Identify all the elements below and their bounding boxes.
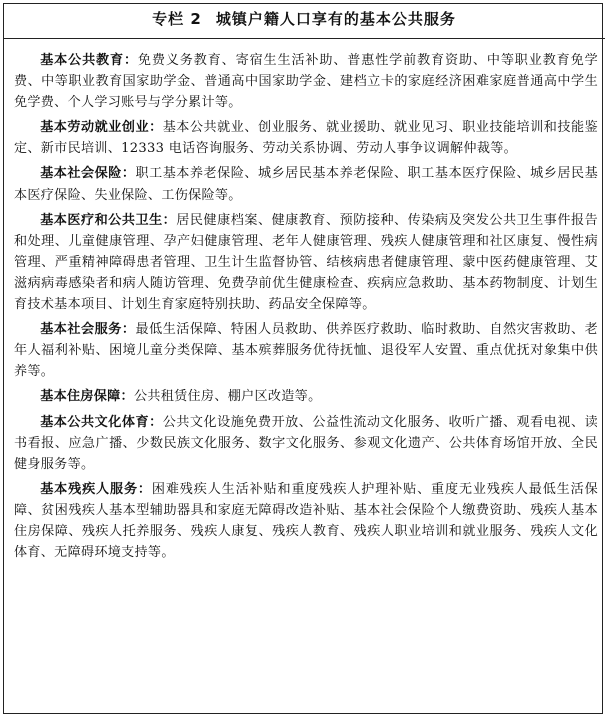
section-label: 基本住房保障： (40, 389, 134, 405)
column-number: 专栏 2 (152, 10, 202, 28)
section-housing (14, 386, 598, 407)
section-text: 困难残疾人生活补贴和重度残疾人护理补贴、重度无业残疾人最低生活保障、贫困残疾人基本型辅助器具和家庭无障碍改造补贴、基本社会保险个人缴费资助、残疾人基本住房保障、残疾人托养服务、残疾人康复、残疾人教育、残疾人职业培训和就业服务、残疾人文化体育、无障碍环境支持等。 (14, 481, 598, 561)
section-text: 公共租赁住房、棚户区改造等。 (133, 389, 322, 405)
section-text: 免费义务教育、寄宿生生活补助、普惠性学前教育资助、中等职业教育免学费、中等职业教育国家助学金、普通高中国家助学金、建档立卡的家庭经济困难家庭普通高中学生免学费、个人学习账号与学分累计等。 (14, 53, 598, 111)
section-education (14, 50, 598, 113)
section-label: 基本公共教育： (40, 53, 138, 68)
section-culture-sports (14, 412, 598, 475)
section-label: 基本社会保险： (40, 166, 136, 182)
section-text: 公共文化设施免费开放、公益性流动文化服务、收听广播、观看电视、读书看报、应急广播、少数民族文化服务、数字文化服务、参观文化遗产、公共体育场馆开放、全民健身服务等。 (14, 414, 598, 472)
section-label: 基本公共文化体育： (40, 414, 163, 430)
column-body (14, 50, 598, 567)
title-divider (3, 38, 605, 39)
section-text: 基本公共就业、创业服务、就业援助、就业见习、职业技能培训和技能鉴定、新市民培训、12333 电话咨询服务、劳动关系协调、劳动人事争议调解仲裁等。 (14, 120, 598, 157)
section-text: 最低生活保障、特困人员救助、供养医疗救助、临时救助、自然灾害救助、老年人福利补贴、困境儿童分类保障、基本殡葬服务优待抚恤、退役军人安置、重点优抚对象集中供养等。 (14, 322, 598, 380)
section-label: 基本残疾人服务： (40, 481, 152, 497)
section-label: 基本医疗和公共卫生： (40, 212, 177, 228)
section-label: 基本社会服务： (40, 322, 136, 338)
section-social-insurance (14, 163, 598, 205)
column-heading: 城镇户籍人口享有的基本公共服务 (215, 10, 456, 28)
section-disability (14, 479, 598, 563)
section-social-services (14, 319, 598, 382)
section-employment (14, 117, 598, 159)
section-label: 基本劳动就业创业： (40, 120, 163, 136)
section-health (14, 210, 598, 315)
section-text: 职工基本养老保险、城乡居民基本养老保险、职工基本医疗保险、城乡居民基本医疗保险、失业保险、工伤保险等。 (14, 166, 598, 203)
section-text: 居民健康档案、健康教育、预防接种、传染病及突发公共卫生事件报告和处理、儿童健康管理、孕产妇健康管理、老年人健康管理、残疾人健康管理和社区康复、慢性病管理、严重精神障碍患者管理、卫生计生监督协管、结核病患者健康管理、蒙中医药健康管理、艾滋病病毒感染者和病人随访管理、免费孕前优生健康检查、疾病应急救助、基本药物制度、计划生育技术基本项目、计划生育家庭特别扶助、药品安全保障等。 (14, 212, 598, 313)
column-title (0, 8, 608, 29)
